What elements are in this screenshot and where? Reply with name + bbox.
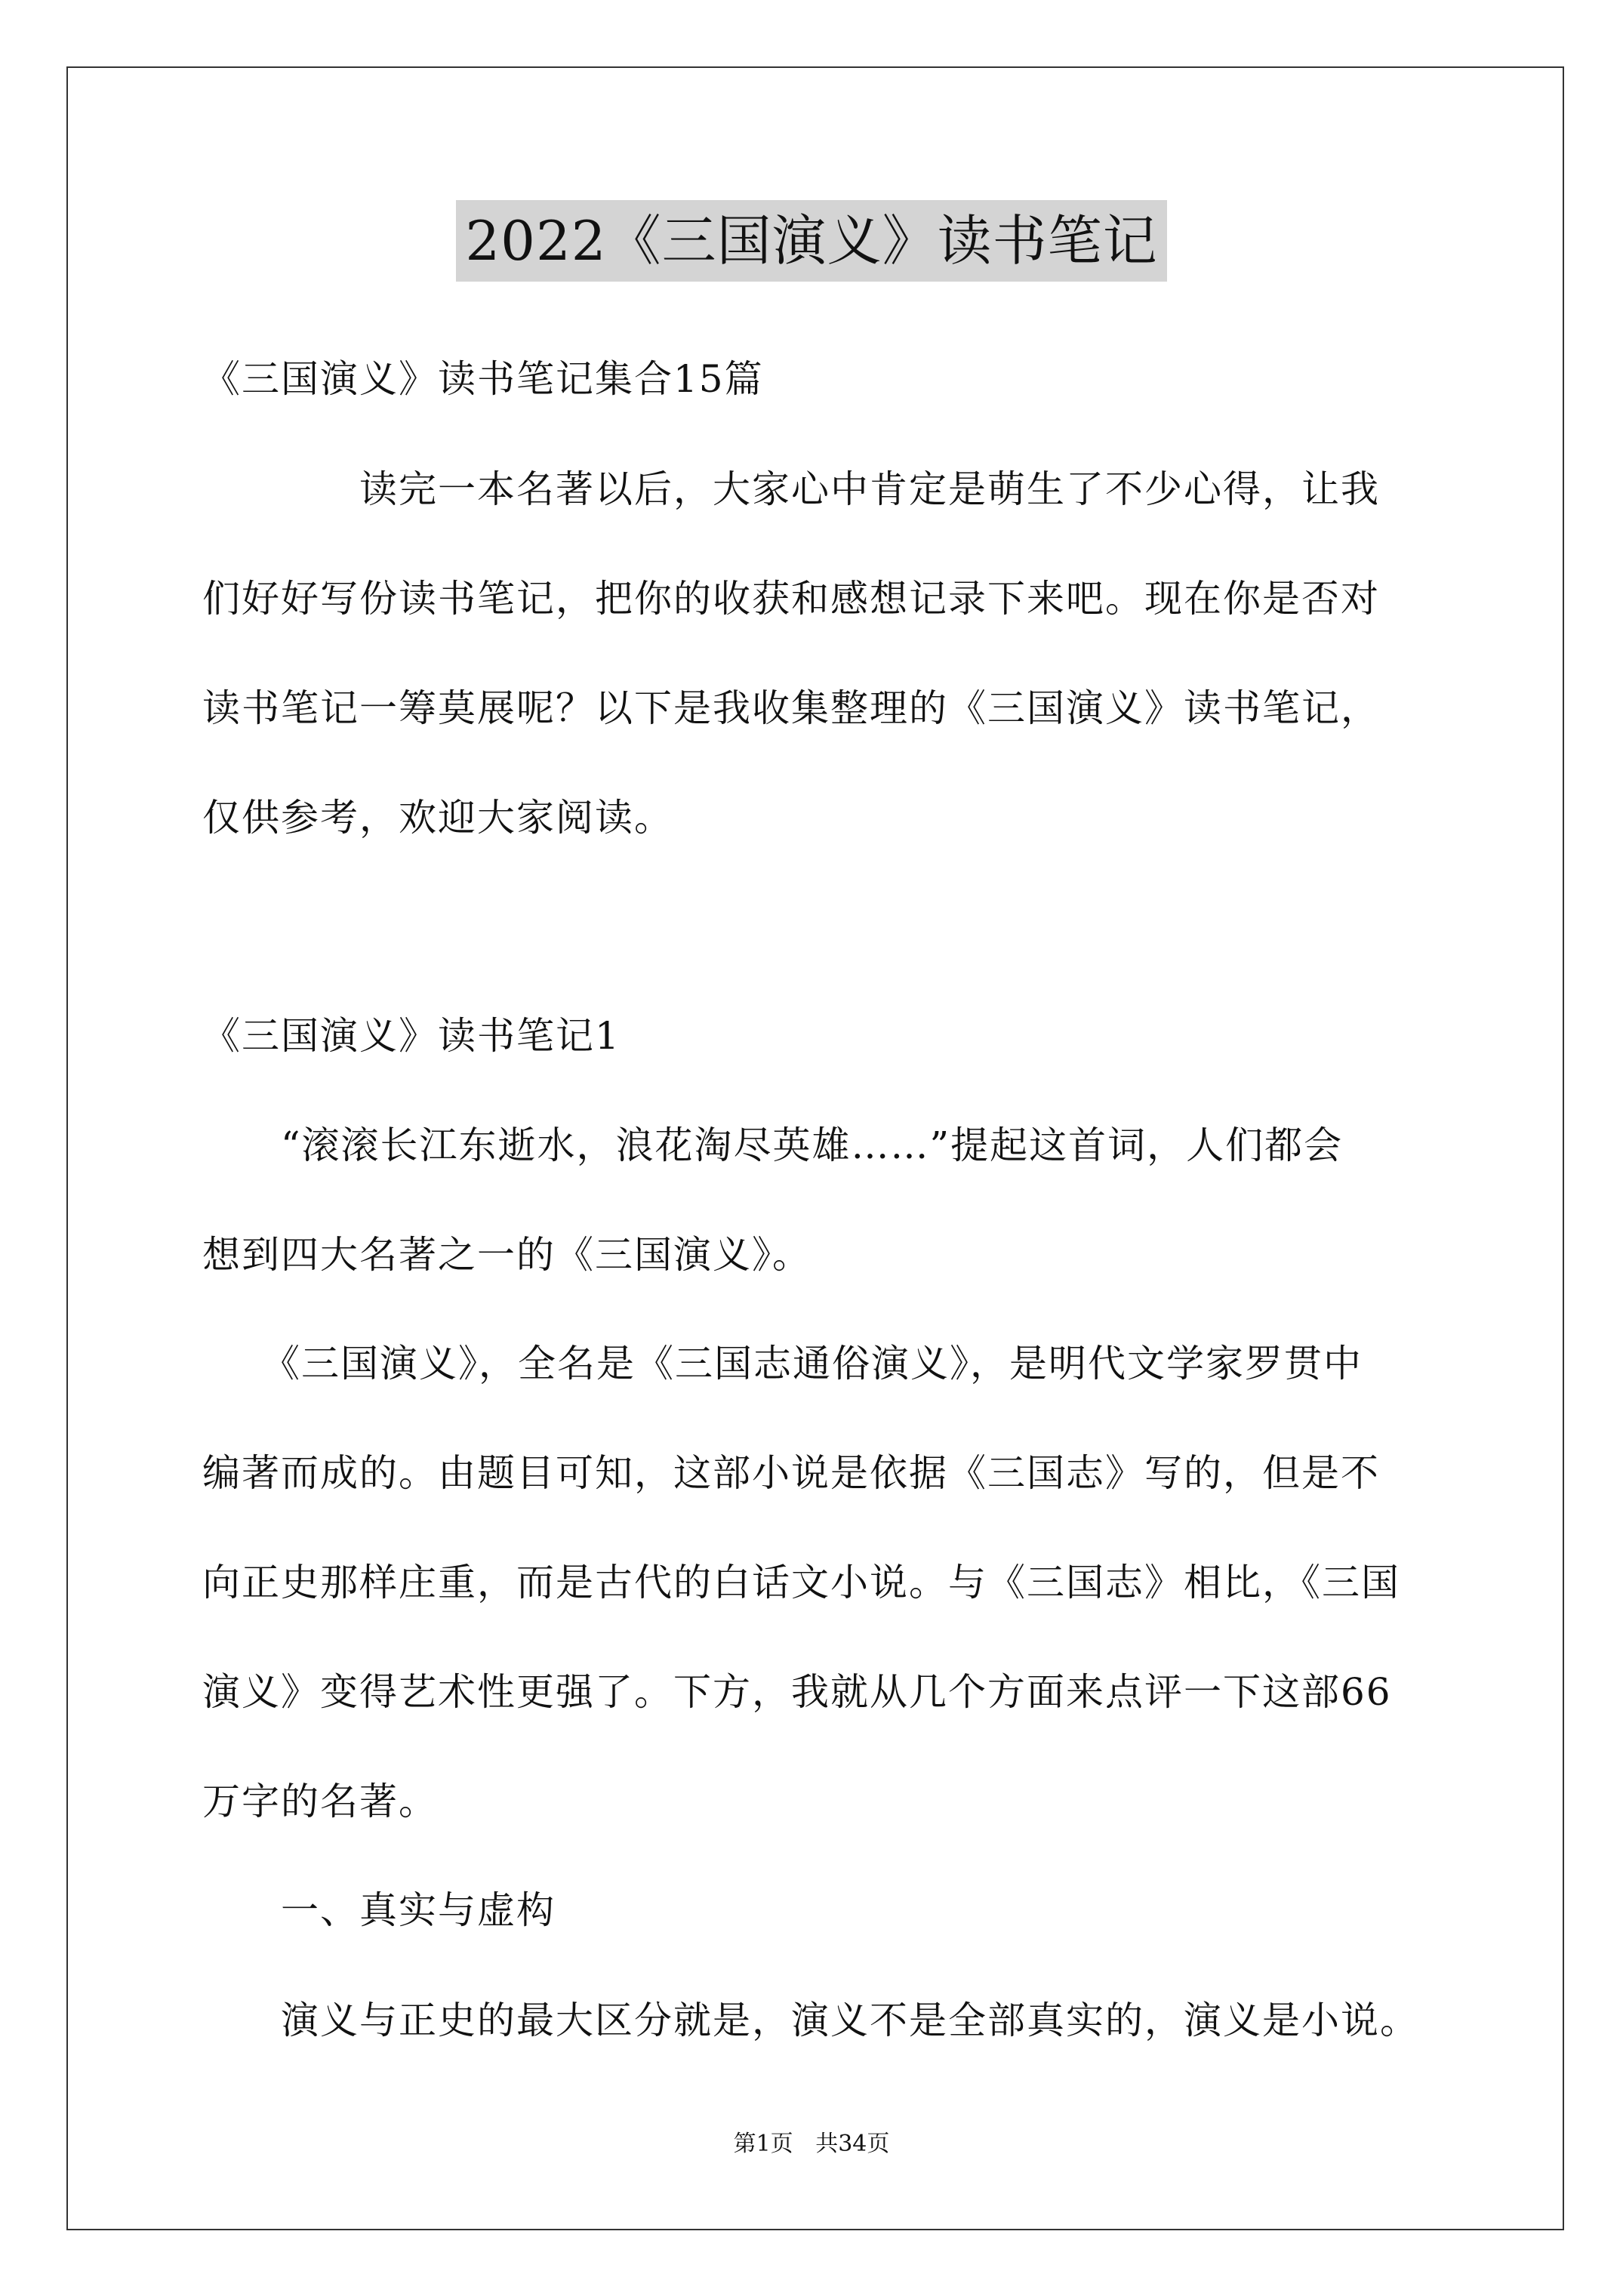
paragraph-line: 演义》变得艺术性更强了。下方，我就从几个方面来点评一下这部66 xyxy=(202,1670,1392,1714)
paragraph-line: 想到四大名著之一的《三国演义》。 xyxy=(202,1233,812,1277)
paragraph-line: 们好好写份读书笔记，把你的收获和感想记录下来吧。现在你是否对 xyxy=(202,577,1380,621)
page-number: 第1页 xyxy=(733,2131,793,2157)
section-heading: 《三国演义》读书笔记1 xyxy=(202,1014,621,1058)
paragraph-line: “滚滚长江东逝水，浪花淘尽英雄……”提起这首词，人们都会 xyxy=(202,1123,1344,1167)
subsection-heading: 一、真实与虚构 xyxy=(202,1888,556,1932)
paragraph-line: 万字的名著。 xyxy=(202,1780,438,1823)
page-total: 共34页 xyxy=(815,2131,890,2157)
page-footer xyxy=(0,2129,1623,2159)
paragraph-line: 读完一本名著以后，大家心中肯定是萌生了不少心得，让我 xyxy=(202,467,1380,511)
paragraph-line: 读书笔记一筹莫展呢？以下是我收集整理的《三国演义》读书笔记， xyxy=(202,686,1380,730)
subtitle-line: 《三国演义》读书笔记集合15篇 xyxy=(202,357,764,401)
paragraph-line: 向正史那样庄重，而是古代的白话文小说。与《三国志》相比，《三国 xyxy=(202,1561,1400,1604)
paragraph-line: 《三国演义》，全名是《三国志通俗演义》，是明代文学家罗贯中 xyxy=(202,1342,1363,1385)
document-title: 2022《三国演义》读书笔记 xyxy=(456,200,1166,282)
paragraph-line: 编著而成的。由题目可知，这部小说是依据《三国志》写的，但是不 xyxy=(202,1451,1380,1495)
paragraph-line: 演义与正史的最大区分就是，演义不是全部真实的，演义是小说。 xyxy=(202,1999,1419,2042)
title-container xyxy=(0,200,1623,282)
paragraph-line: 仅供参考，欢迎大家阅读。 xyxy=(202,796,673,840)
